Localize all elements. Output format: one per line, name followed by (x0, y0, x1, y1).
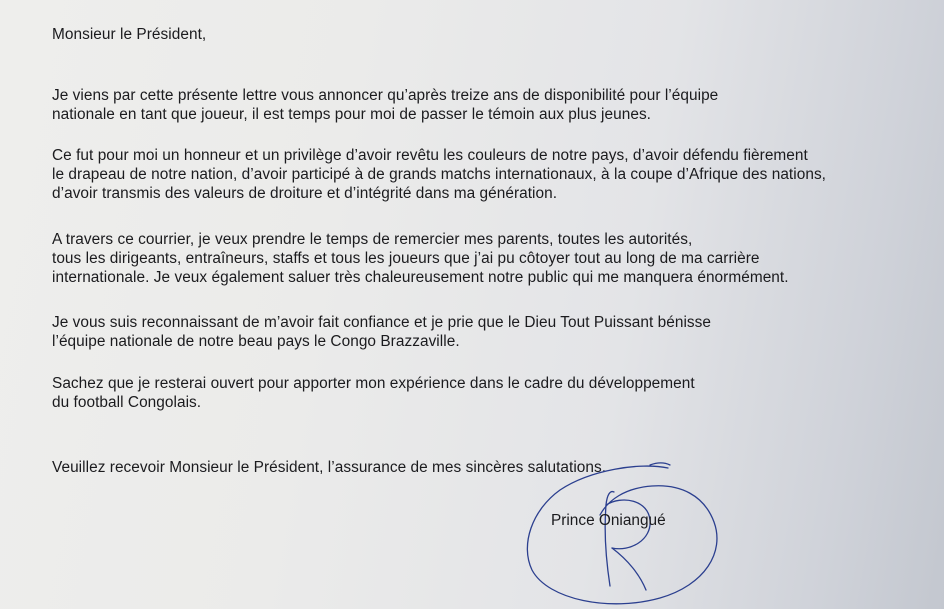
paragraph-line: Je vous suis reconnaissant de m’avoir fait confiance et je prie que le Dieu Tout Puissant bénisse (52, 314, 712, 331)
paragraph-line: Je viens par cette présente lettre vous annoncer qu’après treize ans de disponibilité pour l’équipe (52, 87, 719, 104)
paragraph-line: internationale. Je veux également saluer très chaleureusement notre public qui me manquera énormément. (52, 269, 789, 286)
paragraph-line: Sachez que je resterai ouvert pour apporter mon expérience dans le cadre du développement (52, 375, 695, 392)
paragraph-line: tous les dirigeants, entraîneurs, staffs et tous les joueurs que j’ai pu côtoyer tout au long de ma carrière (52, 250, 760, 267)
paragraph-announcement (52, 86, 718, 124)
paragraph-line: Ce fut pour moi un honneur et un privilège d’avoir revêtu les couleurs de notre pays, d’avoir défendu fièrement (52, 147, 808, 164)
signature-tail-stroke (612, 548, 646, 590)
paragraph-thanks (52, 230, 789, 287)
paragraph-line: du football Congolais. (52, 394, 202, 411)
paragraph-availability (52, 374, 695, 412)
paragraph-line: l’équipe nationale de notre beau pays le Congo Brazzaville. (52, 333, 460, 350)
signature-underline-stroke (650, 463, 670, 465)
letter-salutation: Monsieur le Président, (52, 26, 207, 43)
signature-name: Prince Oniangué (551, 512, 666, 529)
paragraph-line: le drapeau de notre nation, d’avoir participé à de grands matchs internationaux, à la coupe d’Afrique des nations, (52, 166, 827, 183)
letter-closing: Veuillez recevoir Monsieur le Président, l’assurance de mes sincères salutations. (52, 459, 607, 476)
signature-loop-stroke (527, 466, 717, 604)
paragraph-line: A travers ce courrier, je veux prendre le temps de remercier mes parents, toutes les autorités, (52, 231, 693, 248)
paragraph-gratitude (52, 313, 711, 351)
paragraph-line: nationale en tant que joueur, il est temps pour moi de passer le témoin aux plus jeunes. (52, 106, 652, 123)
signature-vertical-stroke (605, 492, 614, 586)
paragraph-honour (52, 146, 826, 203)
paragraph-line: d’avoir transmis des valeurs de droiture et d’intégrité dans ma génération. (52, 185, 558, 202)
